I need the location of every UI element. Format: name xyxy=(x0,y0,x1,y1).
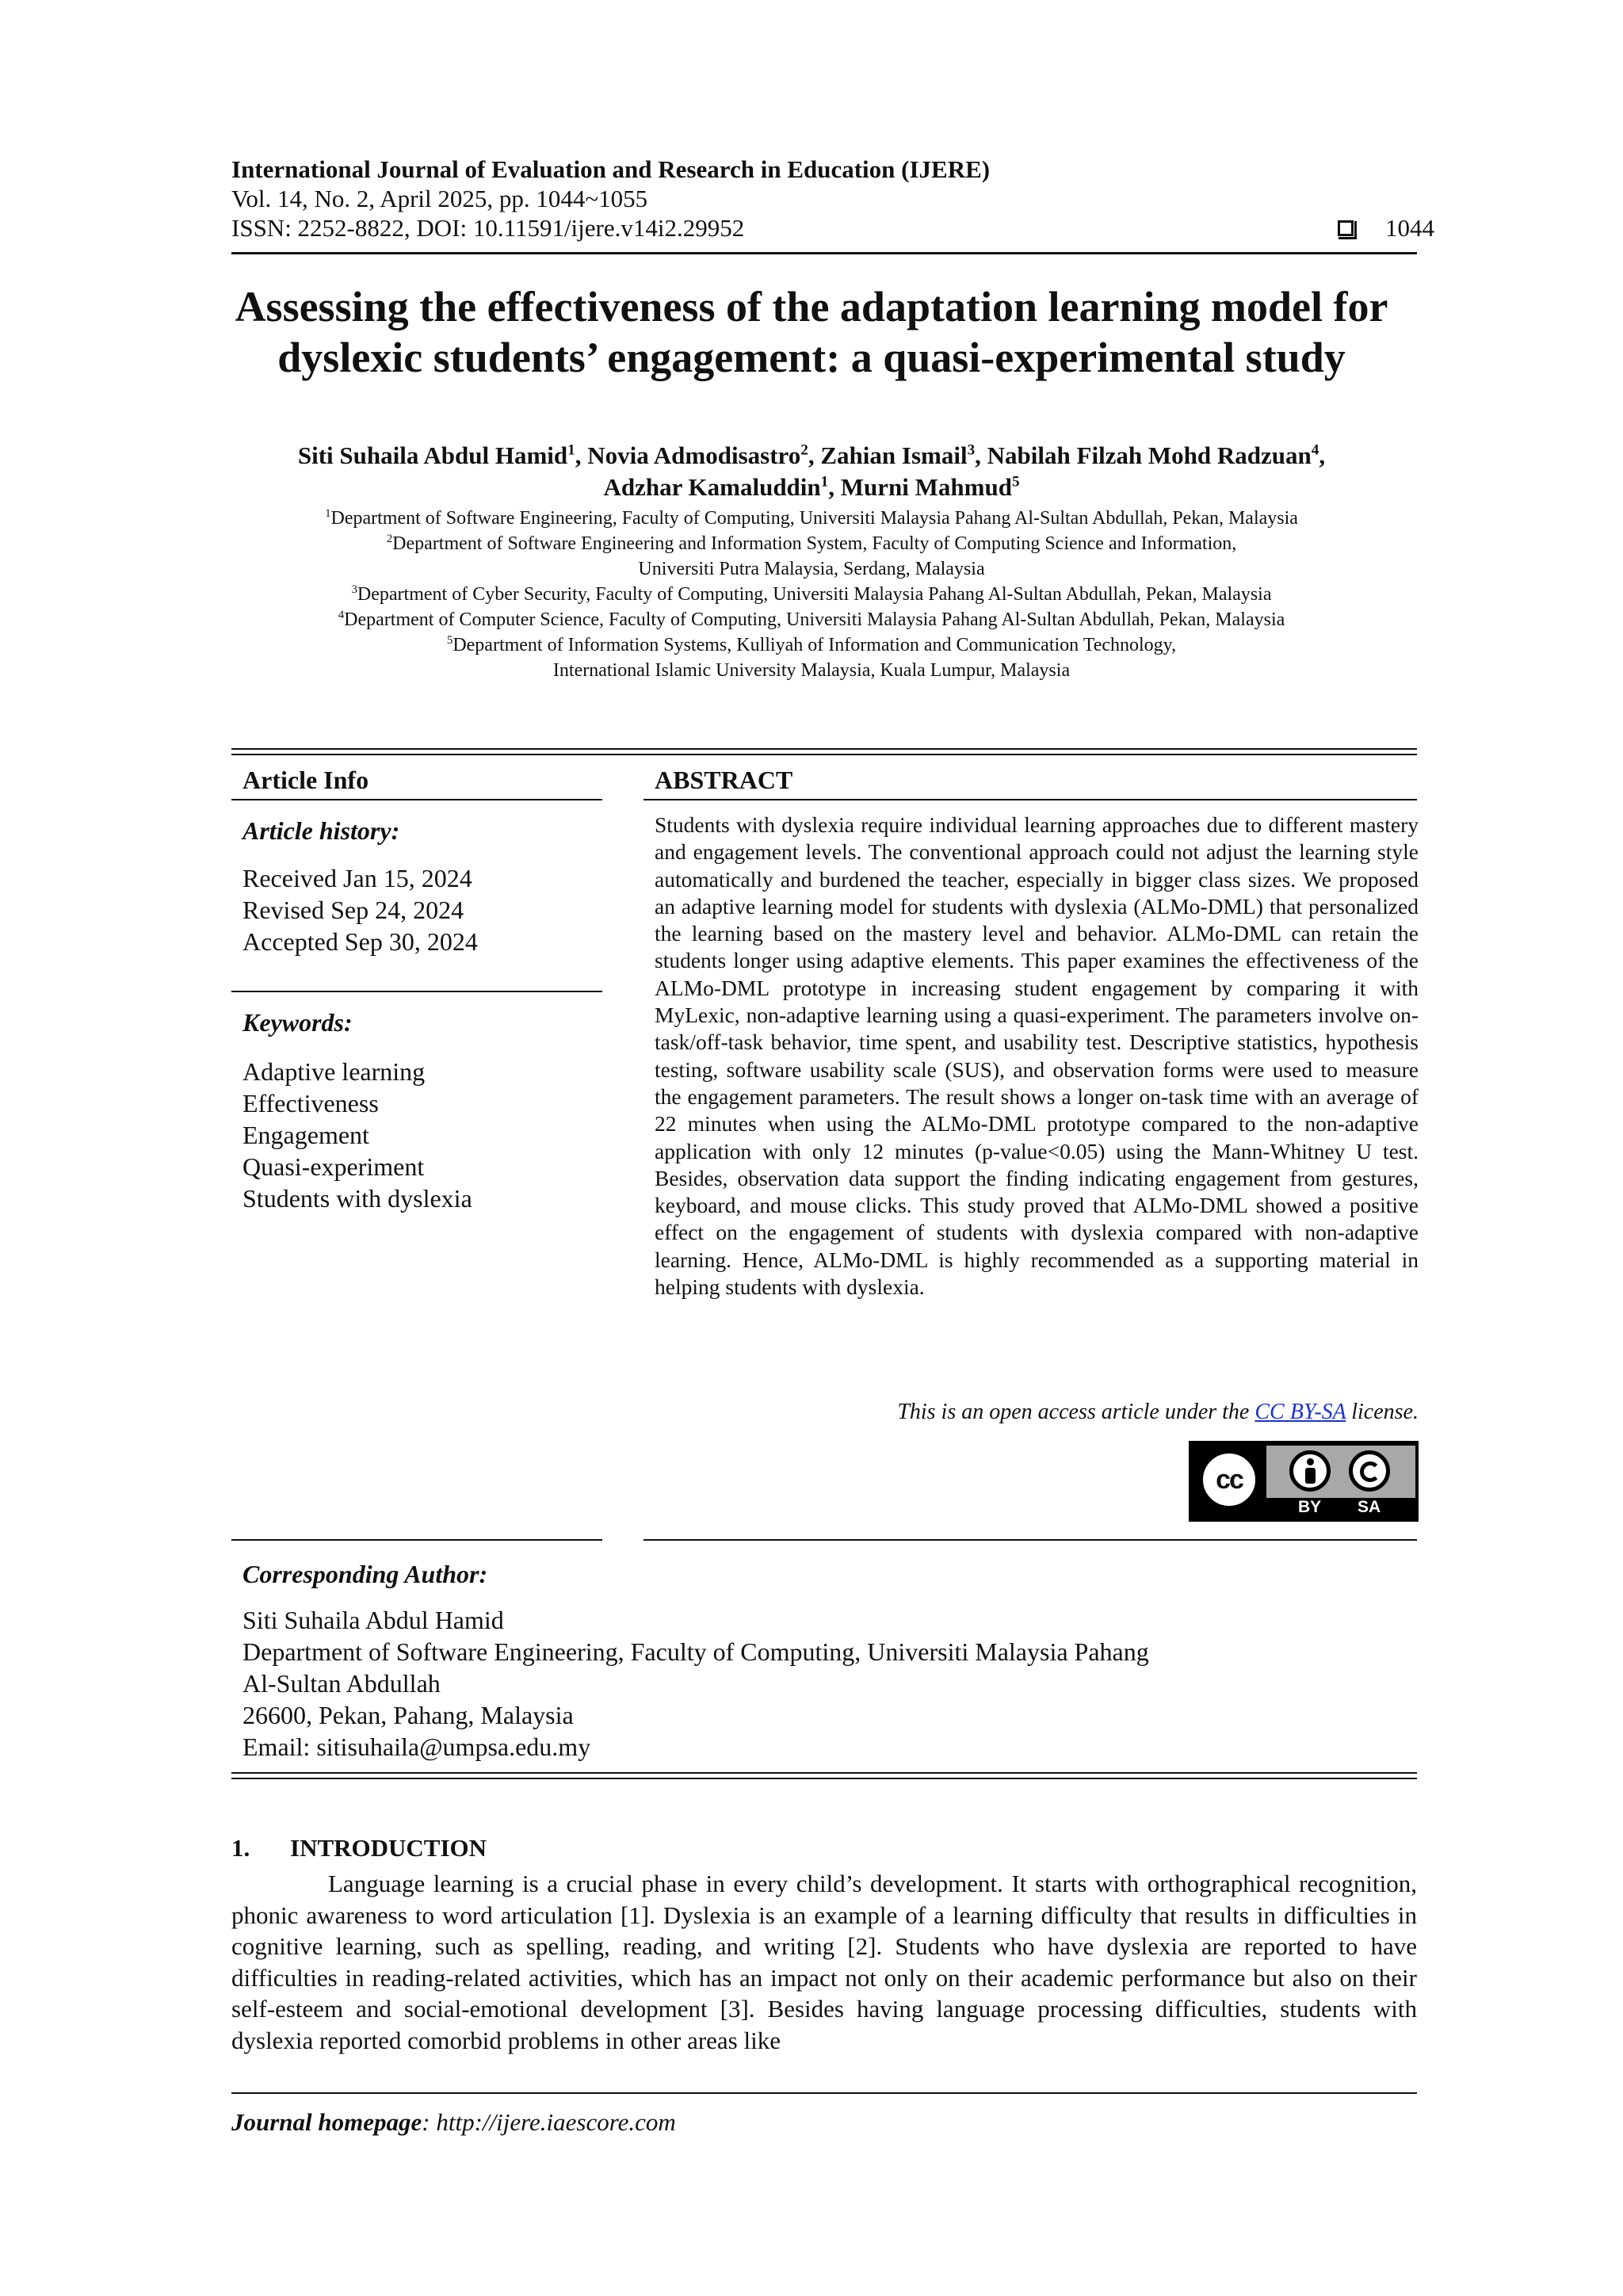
corr-author-dept: Department of Software Engineering, Faculty of Computing, Universiti Malaysia Pahang xyxy=(242,1637,1149,1666)
author-name: Zahian Ismail xyxy=(820,441,968,469)
paper-title xyxy=(158,281,1465,383)
keyword-item: Adaptive learning xyxy=(242,1057,426,1086)
article-history xyxy=(242,862,478,957)
article-info-heading: Article Info xyxy=(242,766,369,794)
keyword-item: Engagement xyxy=(242,1121,369,1149)
abstract-rule xyxy=(643,799,1417,800)
badge-by-label: BY xyxy=(1298,1498,1322,1516)
title-line-2: dyslexic students’ engagement: a quasi-experimental study xyxy=(277,334,1346,381)
section-title: INTRODUCTION xyxy=(290,1834,487,1862)
affiliation-line: $^5$Department of Information Systems, Kulliyah of Information and Communication Technology, xyxy=(446,634,1177,655)
footer-url[interactable]: : http://ijere.iaescore.com xyxy=(422,2108,676,2136)
abstract-heading: ABSTRACT xyxy=(655,766,793,794)
corr-author-dept-cont: Al-Sultan Abdullah xyxy=(242,1669,441,1698)
creative-commons-icon: cc xyxy=(1198,1449,1260,1511)
abstract-text: Students with dyslexia require individual learning approaches due to different mastery and engagement levels. The conventional approach could not adjust the learning style automatically and burdened the teacher, especially in bigger class sizes. We proposed an adaptive learning model for students with dyslexia (ALMo-DML) that personalized the learning based on the mastery level and behavior. ALMo-DML can retain the students longer using adaptive elements. This paper examines the effectiveness of the ALMo-DML prototype in increasing student engagement by comparing it with MyLexic, non-adaptive learning using a quasi-experiment. The parameters involve on-task/off-task behavior, time spent, and usability test. Descriptive statistics, hypothesis testing, software usability scale (SUS), and observation forms were used to measure the engagement parameters. The result shows a longer on-task time with an average of 22 minutes when using the ALMo-DML prototype compared to the non-adaptive application with only 12 minutes (p-value<0.05) using the Mann-Whitney U test. Besides, observation data support the finding indicating engagement from gestures, keyboard, and mouse clicks. This study proved that ALMo-DML showed a positive effect on the engagement of students with dyslexia compared with non-adaptive learning. Hence, ALMo-DML is highly recommended as a supporting material in helping students with dyslexia. xyxy=(655,812,1419,1300)
keywords-rule xyxy=(231,991,602,992)
introduction-paragraph: Language learning is a crucial phase in every child’s development. It starts with orthographical recognition, phonic awareness to word articulation [1]. Dyslexia is an example of a learning difficulty that results in difficulties in cognitive learning, such as spelling, reading, and writing [2]. Students who have dyslexia are reported to have difficulties in reading-related activities, which has an impact not only on their academic performance but also on their self-esteem and social-emotional development [3]. Besides having language processing difficulties, students with dyslexia reported comorbid problems in other areas like xyxy=(231,1870,1417,2054)
page-number: 1044 xyxy=(1385,214,1434,242)
share-alike-icon xyxy=(1349,1450,1390,1492)
header-page-info xyxy=(1338,214,1434,243)
info-box-top-rule xyxy=(231,748,1417,750)
affiliation-line: $^2$Department of Software Engineering and Information System, Faculty of Computing Science and Information, xyxy=(386,533,1237,554)
affiliation-line: International Islamic University Malaysia, Kuala Lumpur, Malaysia xyxy=(552,660,1071,681)
history-revised: Revised Sep 24, 2024 xyxy=(242,896,464,924)
footer-rule xyxy=(231,2092,1417,2094)
author-name: Adzhar Kamaluddin xyxy=(603,473,821,501)
attribution-icon xyxy=(1289,1450,1331,1492)
keywords-heading: Keywords: xyxy=(242,1008,353,1037)
badge-sa-label: SA xyxy=(1358,1498,1381,1516)
affiliation-line: $^4$Department of Computer Science, Faculty of Computing, Universiti Malaysia Pahang Al-Sultan Abdullah, Pekan, Malaysia xyxy=(338,609,1285,630)
cc-by-sa-badge[interactable] xyxy=(1189,1441,1419,1522)
author-name: Siti Suhaila Abdul Hamid xyxy=(297,441,568,469)
info-box-bottom-rule xyxy=(231,1772,1417,1774)
journal-name: International Journal of Evaluation and Research in Education (IJERE) xyxy=(231,155,991,183)
license-link[interactable]: CC BY-SA xyxy=(1254,1400,1346,1424)
author-name: Novia Admodisastro xyxy=(587,441,801,469)
corresponding-author-heading: Corresponding Author: xyxy=(242,1560,488,1588)
journal-issn-doi: ISSN: 2252-8822, DOI: 10.11591/ijere.v14i2.29952 xyxy=(231,214,745,242)
info-box-bottom-rule-2 xyxy=(231,1778,1417,1779)
title-line-1: Assessing the effectiveness of the adaptation learning model for xyxy=(235,283,1388,330)
affiliation-line: Universiti Putra Malaysia, Serdang, Malaysia xyxy=(638,559,985,579)
history-accepted: Accepted Sep 30, 2024 xyxy=(242,927,478,956)
section-number: 1. xyxy=(231,1834,250,1862)
keyword-item: Quasi-experiment xyxy=(242,1152,425,1181)
affiliation-line: $^3$Department of Cyber Security, Faculty of Computing, Universiti Malaysia Pahang Al-Sultan Abdullah, Pekan, Malaysia xyxy=(351,583,1272,605)
info-box-top-rule-2 xyxy=(231,754,1417,755)
footer-label: Journal homepage xyxy=(231,2108,422,2136)
corr-author-address: 26600, Pekan, Pahang, Malaysia xyxy=(242,1701,574,1729)
author-name: Murni Mahmud xyxy=(840,473,1012,501)
corresponding-author-details xyxy=(242,1604,1149,1763)
corr-author-email: Email: sitisuhaila@umpsa.edu.my xyxy=(242,1733,591,1761)
affiliation-line: $^1$Department of Software Engineering, Faculty of Computing, Universiti Malaysia Pahang Al-Sultan Abdullah, Pekan, Malaysia xyxy=(325,507,1298,529)
corr-author-name: Siti Suhaila Abdul Hamid xyxy=(242,1606,504,1634)
square-box-icon xyxy=(1338,220,1354,236)
article-info-rule xyxy=(231,799,602,800)
section-heading-introduction xyxy=(231,1834,487,1862)
header-rule xyxy=(231,252,1417,254)
abstract-bottom-rule xyxy=(643,1539,1417,1541)
journal-homepage xyxy=(231,2108,676,2137)
affiliation-list xyxy=(158,506,1465,683)
article-info-bottom-rule xyxy=(231,1539,602,1541)
author-name: Nabilah Filzah Mohd Radzuan xyxy=(987,441,1312,469)
keyword-list xyxy=(242,1056,472,1214)
history-received: Received Jan 15, 2024 xyxy=(242,864,472,892)
keyword-item: Effectiveness xyxy=(242,1089,379,1117)
introduction-text xyxy=(231,1868,1417,2056)
article-history-heading: Article history: xyxy=(242,816,400,845)
author-list: Siti Suhaila Abdul Hamid$^1$, Novia Admodisastro$^2$, Zahian Ismail$^3$, Nabilah Filzah Mohd Radzuan$^4$, Adzhar Kamaluddin$^1$, Murni Mahmud$^5$ xyxy=(297,441,1326,501)
journal-volume: Vol. 14, No. 2, April 2025, pp. 1044~1055 xyxy=(231,185,648,212)
open-access-note: This is an open access article under the CC BY-SA license. xyxy=(897,1400,1419,1424)
keyword-item: Students with dyslexia xyxy=(242,1184,472,1213)
